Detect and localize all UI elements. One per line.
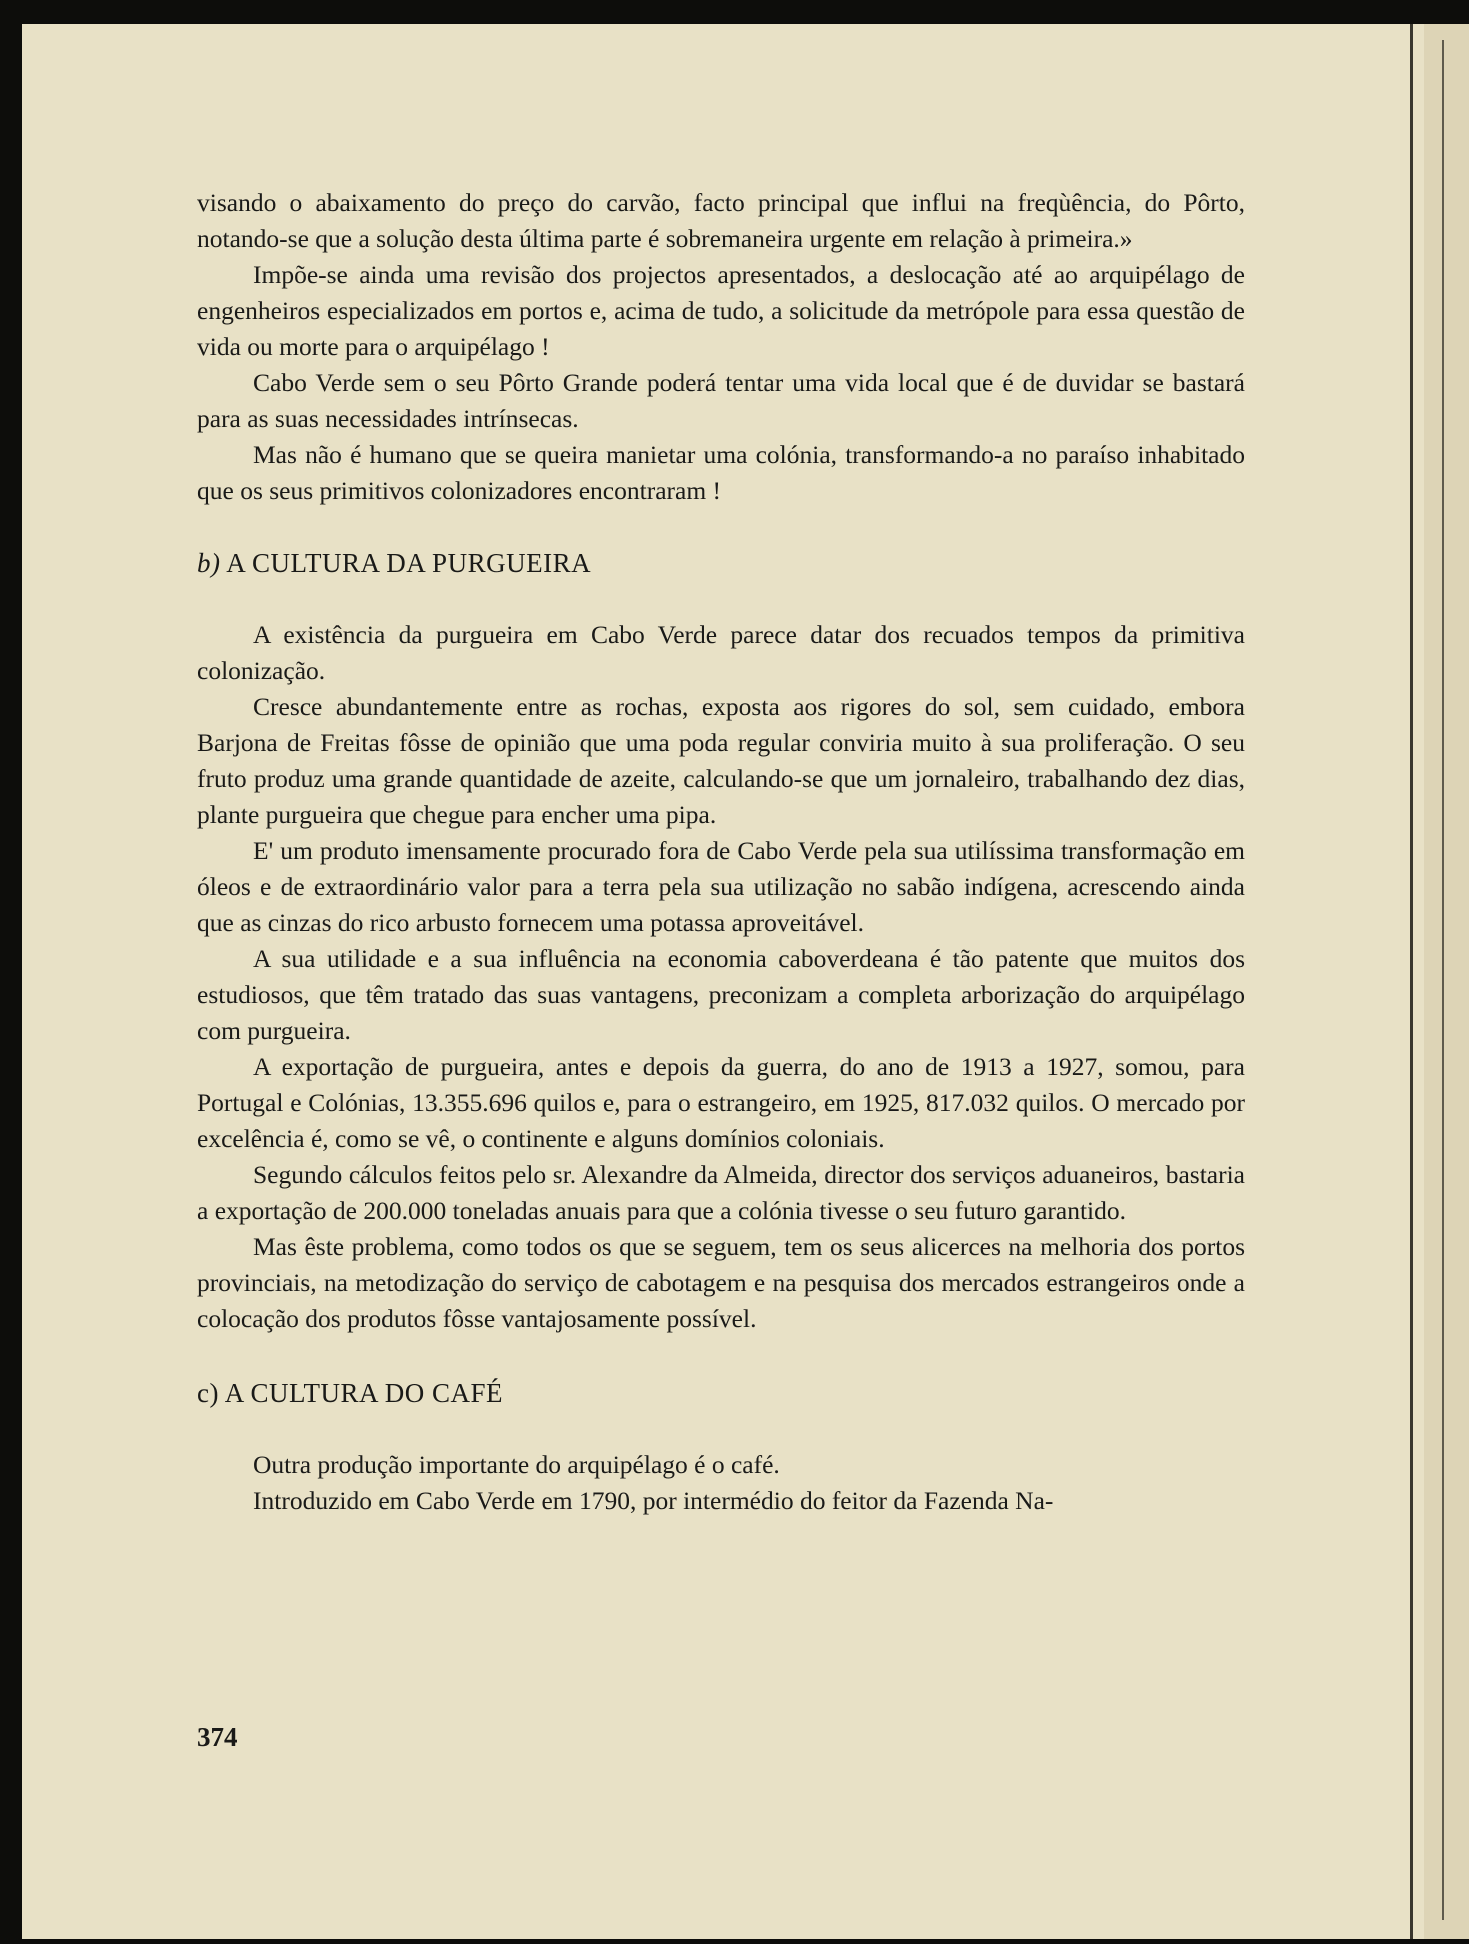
paragraph: Cabo Verde sem o seu Pôrto Grande poderá tentar uma vida local que é de duvidar se bastará para as suas necessidades intrínsecas. bbox=[197, 368, 1245, 433]
section-title: A CULTURA DA PURGUEIRA bbox=[226, 548, 592, 578]
paragraph: A existência da purgueira em Cabo Verde parece datar dos recuados tempos da primitiva colonização. bbox=[197, 620, 1245, 685]
section-letter: b) bbox=[197, 548, 221, 578]
paragraph: Impõe-se ainda uma revisão dos projectos apresentados, a deslocação até ao arquipélago de engenheiros especializados em portos e, acima de tudo, a solicitude da metrópole para essa questão de vida ou morte para o arquipélago ! bbox=[197, 260, 1245, 361]
paragraph: Introduzido em Cabo Verde em 1790, por intermédio do feitor da Fazenda Na- bbox=[253, 1486, 1054, 1515]
paragraph: visando o abaixamento do preço do carvão, facto principal que influi na freqùência, do Pôrto, notando-se que a solução desta última parte é sobremaneira urgente em relação à primeira.» bbox=[197, 188, 1245, 253]
page-text-body bbox=[197, 185, 1245, 1519]
paragraph: Outra produção importante do arquipélago é o café. bbox=[253, 1450, 780, 1479]
page-number: 374 bbox=[197, 1722, 238, 1752]
adjacent-page-edge bbox=[1424, 24, 1469, 1939]
paragraph: Cresce abundantemente entre as rochas, exposta aos rigores do sol, sem cuidado, embora Barjona de Freitas fôsse de opinião que uma poda regular conviria muito à sua proliferação. O seu fruto produz uma grande quantidade de azeite, calculando-se que um jornaleiro, trabalhando dez dias, plante purgueira que chegue para encher uma pipa. bbox=[197, 692, 1245, 829]
paragraph: Mas êste problema, como todos os que se seguem, tem os seus alicerces na melhoria dos portos provinciais, na metodização do serviço de cabotagem e na pesquisa dos mercados estrangeiros onde a colocação dos produtos fôsse vantajosamente possível. bbox=[197, 1232, 1245, 1333]
section-heading-c bbox=[197, 1375, 1245, 1411]
paragraph: E' um produto imensamente procurado fora de Cabo Verde pela sua utilíssima transformação em óleos e de extraordinário valor para a terra pela sua utilização no sabão indígena, acrescendo ainda que as cinzas do rico arbusto fornecem uma potassa aproveitável. bbox=[197, 836, 1245, 937]
section-letter: c) bbox=[197, 1378, 219, 1408]
section-heading-b bbox=[197, 545, 1245, 581]
paragraph: Segundo cálculos feitos pelo sr. Alexandre da Almeida, director dos serviços aduaneiros, bastaria a exportação de 200.000 toneladas anuais para que a colónia tivesse o seu futuro garantido. bbox=[197, 1160, 1245, 1225]
paragraph: A sua utilidade e a sua influência na economia caboverdeana é tão patente que muitos dos estudiosos, que têm tratado das suas vantagens, preconizam a completa arborização do arquipélago com purgueira. bbox=[197, 944, 1245, 1045]
paragraph: A exportação de purgueira, antes e depois da guerra, do ano de 1913 a 1927, somou, para Portugal e Colónias, 13.355.696 quilos e, para o estrangeiro, em 1925, 817.032 quilos. O mercado por excelência é, como se vê, o continente e alguns domínios coloniais. bbox=[197, 1052, 1245, 1153]
paragraph: Mas não é humano que se queira manietar uma colónia, transformando-a no paraíso inhabitado que os seus primitivos colonizadores encontraram ! bbox=[197, 440, 1245, 505]
section-title: A CULTURA DO CAFÉ bbox=[224, 1378, 504, 1408]
adjacent-page-border bbox=[1442, 40, 1444, 1920]
page-gutter-line bbox=[1410, 24, 1413, 1939]
